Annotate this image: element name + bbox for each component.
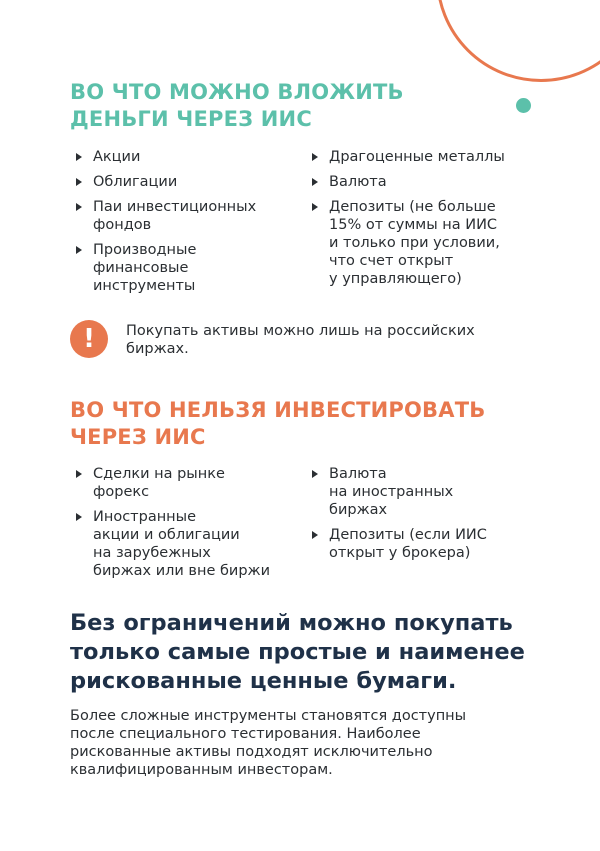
list-item-text: Валюта <box>329 174 387 190</box>
warning-text: Покупать активы можно лишь на российских биржах. <box>126 323 475 357</box>
exclamation-icon: ! <box>70 320 108 358</box>
triangle-bullet-icon <box>312 153 318 161</box>
paragraph-line: рискованные активы подходят исключительно <box>70 744 433 760</box>
summary-paragraph <box>70 707 540 779</box>
forbidden-list-right <box>308 465 548 569</box>
list-item-text: Иностранные акции и облигации на зарубежных биржах или вне биржи <box>93 509 271 579</box>
allowed-list-right <box>308 148 548 295</box>
list-item-text: Сделки на рынке форекс <box>93 466 225 500</box>
allowed-title-line: ДЕНЬГИ ЧЕРЕЗ ИИС <box>70 107 312 131</box>
list-item <box>72 148 302 166</box>
list-item-text: Депозиты (если ИИС открыт у брокера) <box>329 527 487 561</box>
triangle-bullet-icon <box>312 203 318 211</box>
list-item <box>308 526 548 562</box>
list-item-text: Депозиты (не больше 15% от суммы на ИИС и только при условии, что счет открыт у управляющего) <box>329 199 500 287</box>
forbidden-title-line: ЧЕРЕЗ ИИС <box>70 425 206 449</box>
headline-line: рискованные ценные бумаги. <box>70 668 457 694</box>
list-item <box>308 198 548 288</box>
list-item-text: Драгоценные металлы <box>329 149 505 165</box>
list-item-text: Паи инвестиционных фондов <box>93 199 257 233</box>
allowed-list-left <box>72 148 302 302</box>
forbidden-title-line: ВО ЧТО НЕЛЬЗЯ ИНВЕСТИРОВАТЬ <box>70 398 486 422</box>
triangle-bullet-icon <box>76 246 82 254</box>
list-item-text: Производные финансовые инструменты <box>93 242 197 294</box>
triangle-bullet-icon <box>76 513 82 521</box>
list-item <box>72 198 302 234</box>
list-item <box>72 465 302 501</box>
list-item <box>72 241 302 295</box>
decorative-ring <box>436 0 600 82</box>
paragraph-line: после специального тестирования. Наиболее <box>70 726 421 742</box>
list-item <box>308 173 548 191</box>
list-item <box>72 173 302 191</box>
triangle-bullet-icon <box>312 470 318 478</box>
list-item-text: Облигации <box>93 174 178 190</box>
triangle-bullet-icon <box>76 178 82 186</box>
list-item <box>308 465 548 519</box>
list-item-text: Акции <box>93 149 141 165</box>
forbidden-list-left <box>72 465 302 587</box>
triangle-bullet-icon <box>76 203 82 211</box>
paragraph-line: квалифицированным инвесторам. <box>70 762 333 778</box>
list-item <box>72 508 302 580</box>
forbidden-section-title <box>70 397 540 451</box>
allowed-title-line: ВО ЧТО МОЖНО ВЛОЖИТЬ <box>70 80 404 104</box>
list-item-text: Валюта на иностранных биржах <box>329 466 454 518</box>
triangle-bullet-icon <box>76 470 82 478</box>
allowed-section-title <box>70 79 540 133</box>
summary-headline <box>70 609 540 696</box>
headline-line: только самые простые и наименее <box>70 639 525 665</box>
paragraph-line: Более сложные инструменты становятся доступны <box>70 708 467 724</box>
list-item <box>308 148 548 166</box>
triangle-bullet-icon <box>312 178 318 186</box>
triangle-bullet-icon <box>312 531 318 539</box>
headline-line: Без ограничений можно покупать <box>70 610 513 636</box>
triangle-bullet-icon <box>76 153 82 161</box>
